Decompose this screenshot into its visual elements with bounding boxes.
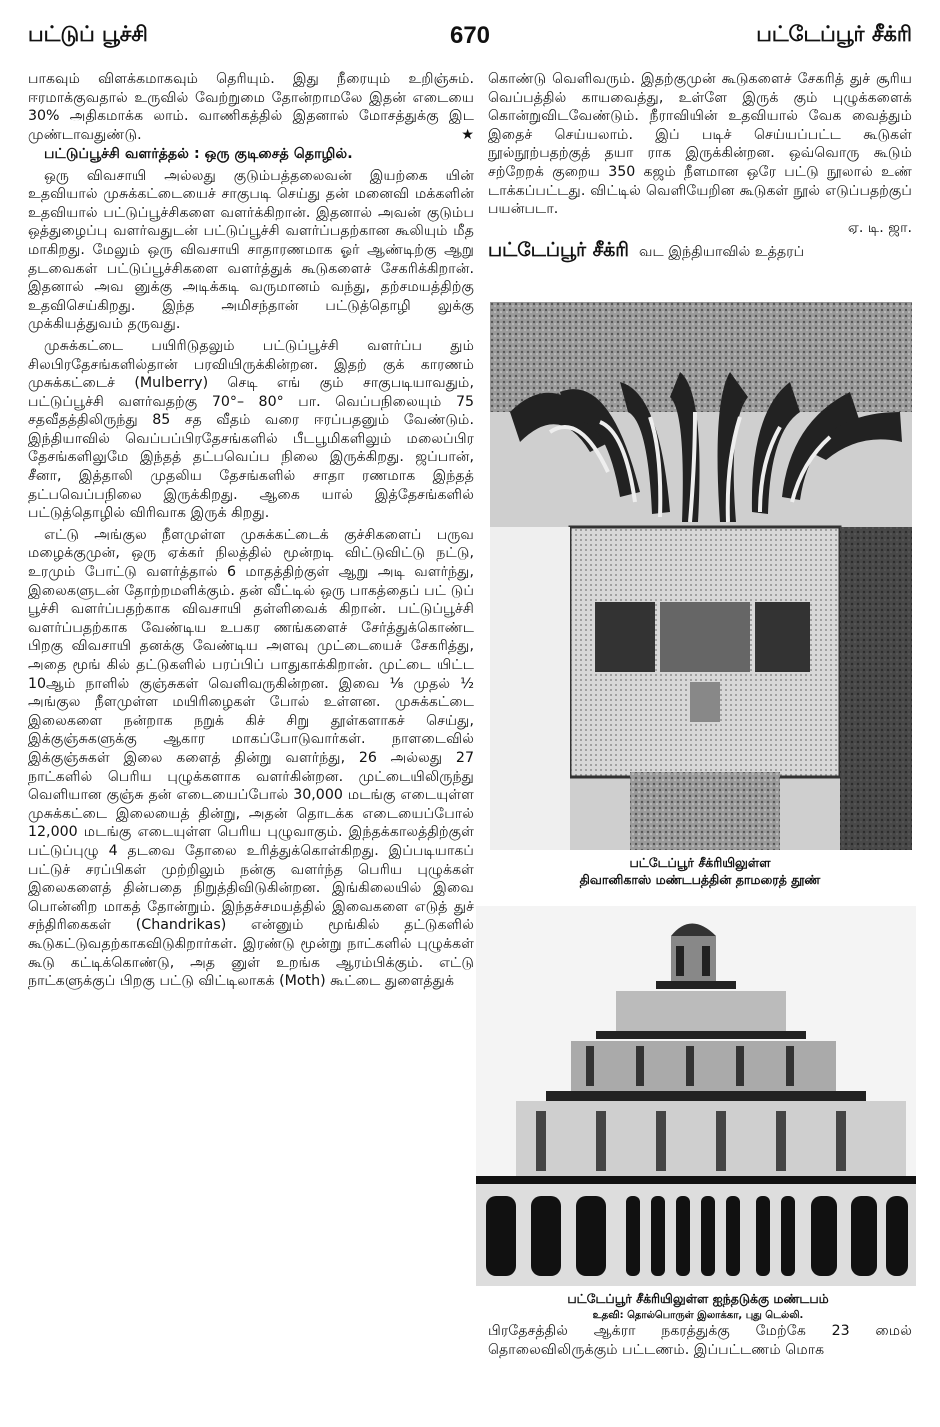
pavilion-illustration: [476, 906, 916, 1286]
lotus-pillar-photo: [490, 302, 912, 850]
entry-heading: [488, 241, 912, 262]
paragraph: எட்டு அங்குல நீளமுள்ள முசுக்கட்டைக் குச்சிகளைப் பருவ மழைக்குமுன், ஒரு ஏக்கர் நிலத்தில் மூன்றடி விட்டுவிட்டு நட்டு, உரமும் போட்டு வளர்த்தால் 6 மாதத்திற்குள் ஆறு அடி வளர்ந்து, இலைகளுடன் தோற்றமளிக்கும். தன் வீட்டில் ஒரு பாகத்தைப் பட் டுப் பூச்சி வளர்ப்பதற்காக விவசாயி தள்ளிவைக் கிறான். பட்டுப்பூச்சி வளர்ப்பதற்காக வேண்டிய உபகர ணங்களைச் சேர்த்துக்கொண்ட பிறகு விவசாயி தனக்கு வேண்டிய அளவு முட்டையைச் சேகரித்து, அதை மூங் கில் தட்டுகளில் பரப்பிப் பாதுகாக்கிறான். முட்டை யிட்ட 10ஆம் நாளில் குஞ்சுகள் வெளிவருகின்றன. இவை ⅛ முதல் ½ அங்குல நீளமுள்ள மயிரிழைகள் போல் உள்ளன. முசுக்கட்டை இலைகளை நன்றாக நறுக் கிச் சிறு தூள்களாகச் செய்து, இக்குஞ்சுகளுக்கு ஆகார மாகப்போடுவார்கள். நாளடைவில் இக்குஞ்சுகள் இலை களைத் தின்று வளர்ந்து, 26 அல்லது 27 நாட்களில் பெரிய புழுக்களாக வளர்கின்றன. முட்டையிலிருந்து வெளியான குஞ்சு தன் எடையைப்போல் 30,000 மடங்கு எடையுள்ள முசுக்கட்டை இலையைத் தின்று, அதன் தொடக்க எடையைப்போல் 12,000 மடங்கு எடையுள்ள பெரிய புழுவாகும். இந்தக்காலத்திற்குள் பட்டுப்புழு 4 தடவை தோலை உரித்துக்கொள்கிறது. இப்படியாகப் பட்டுச் சரப்பிகள் முற்றிலும் நன்கு வளர்ந்த பெரிய புழுக்கள் இலைகளைத் தின்பதை நிறுத்திவிடுகின்றன. இங்கிலையில் இவை பொன்னிற மாகத் தோன்றும். இந்தச்சமயத்தில் இவைகளை எடுத் துச் சந்திரிகைகள் (Chandrikas) என்னும் மூங்கில் தட்டுகளில் கூடுகட்டுவதற்காகவிடுகிறார்கள். இரண்டு மூன்று நாட்களில் புழுக்கள் கூடு கட்டிக்கொண்டு, அத னுள் உறங்க ஆரம்பிக்கும். எட்டு நாட்களுக்குப் பிறகு பட்டு விட்டிலாகக் (Moth) கூட்டை துளைத்துக்: [28, 526, 474, 990]
left-column: [28, 70, 474, 1410]
photo-caption: [480, 1290, 916, 1324]
running-head-right: பட்டேப்பூர் சீக்ரி: [756, 22, 912, 46]
panch-mahal-photo: [476, 906, 916, 1286]
entry-title: பட்டேப்பூர் சீக்ரி: [488, 239, 629, 262]
paragraph: பாகவும் விளக்கமாகவும் தெரியும். இது நீரையும் உறிஞ்சும். ஈரமாக்குவதால் உருவில் வேற்றுமை தோன்றாமலே இதன் எடையை 30% அதிகமாக்க லாம். வாணிகத்தில் இதனால் மோசத்துக்கு இட முண்டாவதுண்டு.: [28, 71, 474, 143]
page-number: 670: [449, 22, 491, 49]
photo-credit: உதவி: தொல்பொருள் இலாக்கா, புது டெல்லி.: [592, 1310, 804, 1321]
caption-line: பட்டேப்பூர் சீக்ரியிலுள்ள: [629, 855, 771, 870]
right-column: [488, 70, 912, 262]
photo-caption: [488, 854, 912, 888]
entry-intro: வட இந்தியாவில் உத்தரப்: [638, 244, 805, 261]
end-star-icon: ★: [461, 127, 474, 144]
paragraph: கொண்டு வெளிவரும். இதற்குமுன் கூடுகளைச் சேகரித் துச் சூரிய வெப்பத்தில் காயவைத்து, உள்ளே இருக் கும் புழுக்களைக் கொன்றுவிடவேண்டும். நீராவியின் உதவியால் வேக வைத்தும் இதைச் செய்யலாம். இப் படிச் செய்யப்பட்ட கூடுகள் நூல்நூற்பதற்குத் தயா ராக இருக்கின்றன. ஒவ்வொரு கூடும் சற்றேறக் குறைய 350 கஜம் நீளமான ஒரே பட்டு நூலால் உண் டாக்கப்பட்டது. விட்டில் வெளியேறின கூடுகள் நூல் எடுப்பதற்குப் பயன்படா.: [488, 71, 912, 218]
paragraph: பிரதேசத்தில் ஆக்ரா நகரத்துக்கு மேற்கே 23 மைல் தொலைவிலிருக்கும் பட்டணம். இப்பட்டணம் மொக: [488, 1323, 912, 1358]
lotus-pillar-illustration: [490, 302, 912, 850]
caption-line: பட்டேப்பூர் சீக்ரியிலுள்ள ஐந்தடுக்கு மண்டபம்: [567, 1291, 829, 1306]
paragraph: முசுக்கட்டை பயிரிடுதலும் பட்டுப்பூச்சி வளர்ப்ப தும் சிலபிரதேசங்களில்தான் பரவியிருக்கின்றன. இதற் குக் காரணம் முசுக்கட்டைச் (Mulberry) செடி எங் கும் சாகுபடியாவதும், பட்டுப்பூச்சி வளர்வதற்கு 70°– 80° பா. வெப்பநிலையும் 75 சதவீதத்திலிருந்து 85 சத வீதம் வரை ஈரப்பதனும் வேண்டும். இந்தியாவில் வெப்பப்பிரதேசங்களில் பீடபூமிகளிலும் மலைப்பிர தேசங்களிலுமே இந்தத் தட்பவெப்ப நிலை இருக்கிறது. ஜப்பான், சீனா, இத்தாலி முதலிய தேசங்களில் சாதா ரணமாக இந்தத் தட்பவெப்பநிலை இருக்கிறது. ஆகை யால் இத்தேசங்களில் பட்டுத்தொழில் விரிவாக இருக் கிறது.: [28, 337, 474, 522]
section-heading: பட்டுப்பூச்சி வளர்த்தல் : ஒரு குடிசைத் தொழில்.: [44, 145, 353, 162]
author-signature: ஏ. டி. ஜா.: [847, 219, 912, 236]
paragraph: ஒரு விவசாயி அல்லது குடும்பத்தலைவன் இயற்கை யின் உதவியால் முசுக்கட்டையைச் சாகுபடி செய்து தன் மனைவி மக்களின் உதவியால் பட்டுப்பூச்சிகளை வளர்க்கிறான். இதனால் அவன் குடும்ப ஒத்துழைப்பு வளர்வதுடன் பட்டுப்பூச்சி வளர்ப்பதற்கான கூலியும் மீத மாகிறது. மேலும் ஒரு விவசாயி சாதாரணமாக ஓர் ஆண்டிற்கு ஆறு தடவைகள் பட்டுப்பூச்சிகளை வளர்த்துக் கூடுகளைச் சேகரிக்கிறான். இதனால் அவ னுக்கு அடிக்கடி வருமானம் வந்து, தற்சமயத்திற்கு உதவிசெய்கிறது. இந்த அமிசந்தான் பட்டுத்தொழி லுக்கு முக்கியத்துவம் தருவது.: [28, 167, 474, 333]
running-head-left: பட்டுப் பூச்சி: [28, 22, 148, 46]
caption-line: திவானிகாஸ் மண்டபத்தின் தாமரைத் தூண்: [579, 872, 821, 887]
